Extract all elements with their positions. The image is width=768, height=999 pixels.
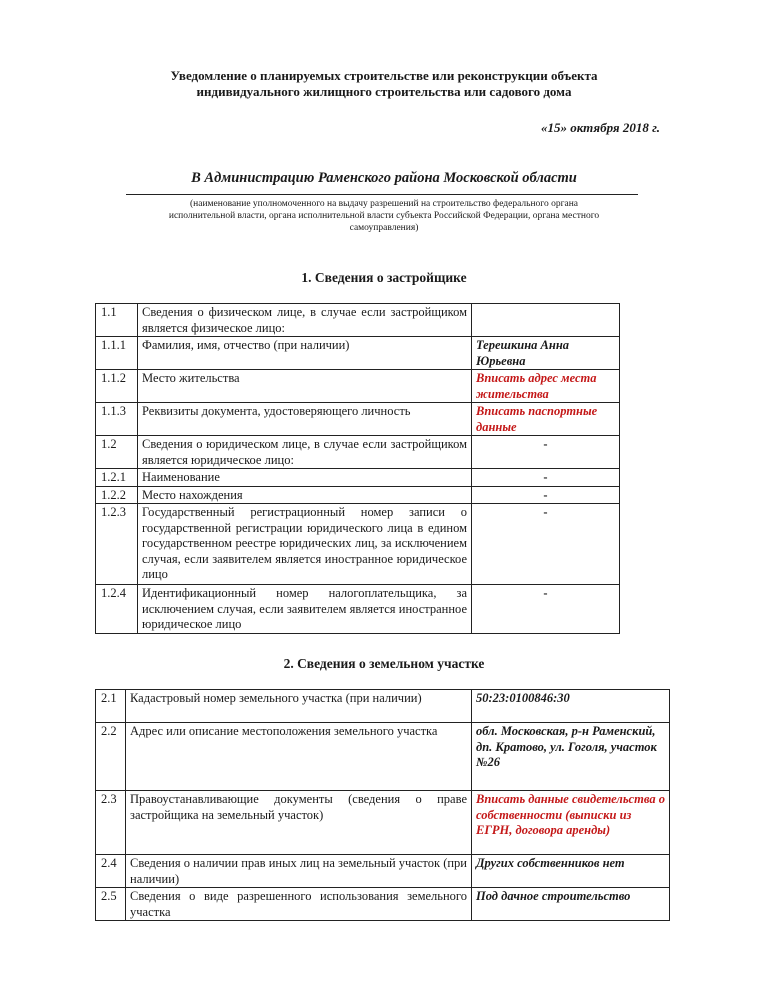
document-title-line2: индивидуального жилищного строительства или садового дома [196,84,572,99]
row-number: 1.2.4 [96,585,138,634]
row-description: Сведения о юридическом лице, в случае если застройщиком является юридическое лицо: [138,436,472,469]
table-row [96,855,670,888]
row-description: Правоустанавливающие документы (сведения о праве застройщика на земельный участок) [126,791,472,855]
row-value: Под дачное строительство [472,888,670,921]
section2-title: 2. Сведения о земельном участке [283,656,485,671]
table-row [96,436,620,469]
row-description: Кадастровый номер земельного участка (при наличии) [126,690,472,723]
row-description: Сведения о наличии прав иных лиц на земельный участок (при наличии) [126,855,472,888]
row-number: 1.2.1 [96,469,138,487]
row-description: Наименование [138,469,472,487]
document-title-line1: Уведомление о планируемых строительстве или реконструкции объекта [170,68,598,83]
row-value: Вписать адрес места жительства [472,370,620,403]
table-row [96,486,620,504]
row-value: 50:23:0100846:30 [472,690,670,723]
row-number: 2.2 [96,723,126,791]
row-value: - [472,469,620,487]
row-value: Терешкина Анна Юрьевна [472,337,620,370]
addressee: В Администрацию Раменского района Московской области [191,170,577,186]
row-number: 2.4 [96,855,126,888]
table-row [96,585,620,634]
row-description: Место жительства [138,370,472,403]
row-value: Других собственников нет [472,855,670,888]
addressee-note [95,198,673,234]
section2-table [95,689,670,921]
row-description: Государственный регистрационный номер записи о государственной регистрации юридического лица в едином государственном реестре юридических лиц, за исключением случая, если заявителем является иностранное юридическое лицо [138,504,472,585]
table-row [96,888,670,921]
row-number: 1.1.2 [96,370,138,403]
table-row [96,403,620,436]
row-value: - [472,504,620,585]
addressee-underline [126,194,638,195]
table-row [96,304,620,337]
table-row [96,791,670,855]
row-value [472,304,620,337]
addressee-note-line1: (наименование уполномоченного на выдачу разрешений на строительство федерального органа [189,199,579,209]
addressee-note-line2: исполнительной власти, органа исполнительной власти субъекта Российской Федерации, органа местного [168,211,600,221]
table-row [96,469,620,487]
table-row [96,690,670,723]
row-number: 1.2.3 [96,504,138,585]
row-description: Сведения о виде разрешенного использования земельного участка [126,888,472,921]
row-description: Реквизиты документа, удостоверяющего личность [138,403,472,436]
table-row [96,337,620,370]
row-description: Адрес или описание местоположения земельного участка [126,723,472,791]
row-number: 1.2 [96,436,138,469]
row-description: Идентификационный номер налогоплательщика, за исключением случая, если заявителем является иностранное юридическое лицо [138,585,472,634]
document-date: «15» октября 2018 г. [540,120,660,135]
row-value: - [472,436,620,469]
row-description: Сведения о физическом лице, в случае если застройщиком является физическое лицо: [138,304,472,337]
row-value: Вписать данные свидетельства о собственности (выписки из ЕГРН, договора аренды) [472,791,670,855]
row-value: обл. Московская, р-н Раменский, дп. Кратово, ул. Гоголя, участок №26 [472,723,670,791]
row-number: 2.5 [96,888,126,921]
row-number: 2.3 [96,791,126,855]
table-row [96,370,620,403]
row-value: - [472,585,620,634]
row-value: Вписать паспортные данные [472,403,620,436]
row-number: 1.1.1 [96,337,138,370]
row-number: 1.1.3 [96,403,138,436]
row-number: 1.1 [96,304,138,337]
row-number: 2.1 [96,690,126,723]
row-description: Фамилия, имя, отчество (при наличии) [138,337,472,370]
row-value: - [472,486,620,504]
section1-table [95,303,620,634]
table-row [96,504,620,585]
addressee-note-line3: самоуправления) [349,223,419,233]
table-row [96,723,670,791]
row-description: Место нахождения [138,486,472,504]
row-number: 1.2.2 [96,486,138,504]
section1-title: 1. Сведения о застройщике [301,270,467,285]
